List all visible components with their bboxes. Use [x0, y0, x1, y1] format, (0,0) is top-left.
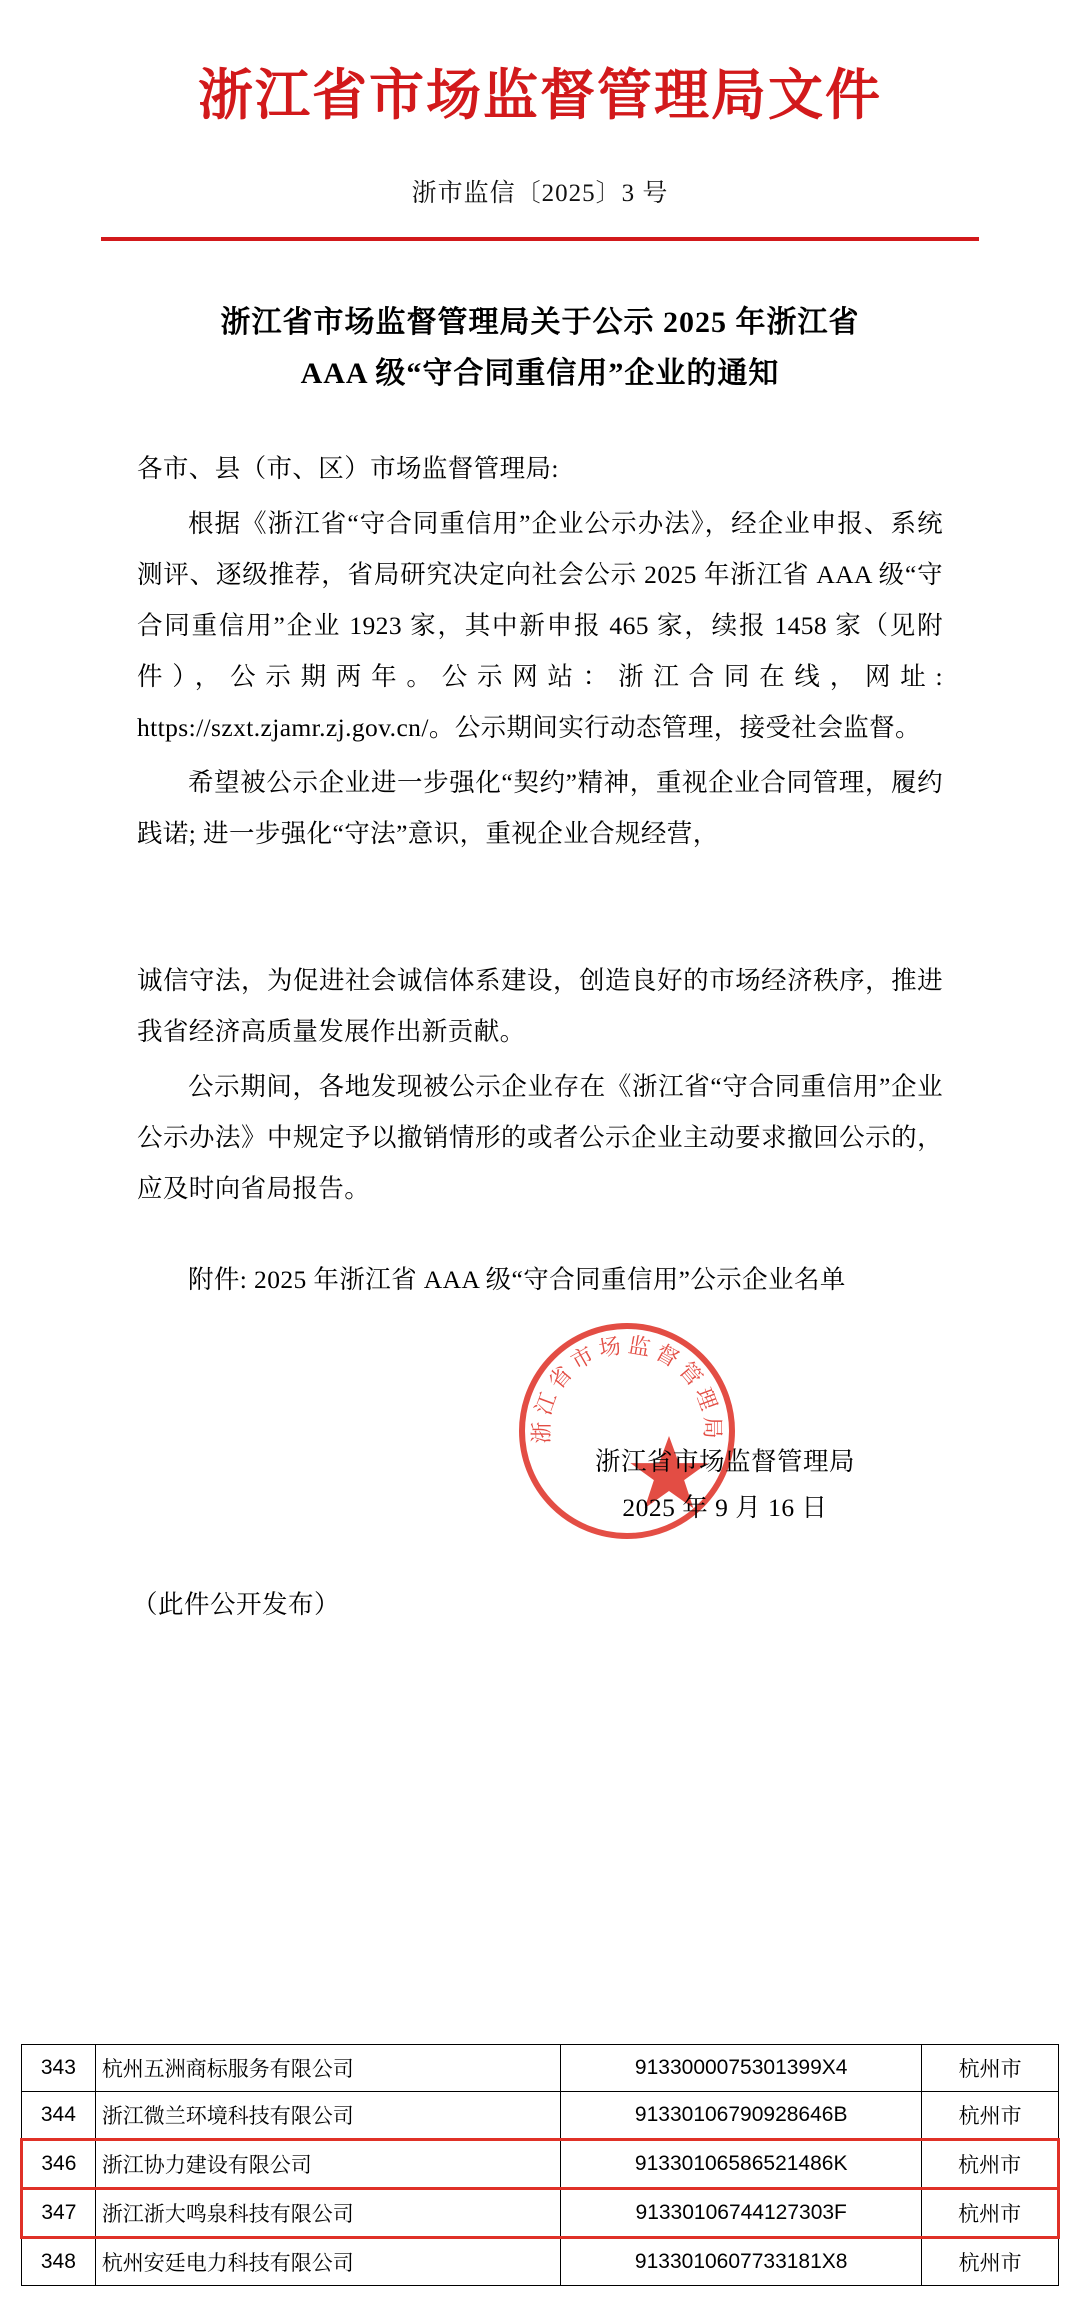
table-row — [22, 2238, 1059, 2286]
body-paragraph-2: 希望被公示企业进一步强化“契约”精神，重视企业合同管理，履约践诺; 进一步强化“守法”意识，重视企业合规经营， — [137, 767, 943, 848]
row-index: 343 — [22, 2045, 96, 2092]
row-index: 346 — [22, 2140, 96, 2189]
row-company-name: 杭州五洲商标服务有限公司 — [95, 2045, 560, 2092]
document-subject — [145, 297, 935, 399]
row-company-name: 杭州安廷电力科技有限公司 — [95, 2238, 560, 2286]
row-company-name: 浙江协力建设有限公司 — [95, 2140, 560, 2189]
table-row — [22, 2092, 1059, 2140]
body-paragraph-4: 公示期间，各地发现被公示企业存在《浙江省“守合同重信用”企业公示办法》中规定予以撤销情形的或者公示企业主动要求撤回公示的，应及时向省局报告。 — [137, 1071, 943, 1203]
row-index: 344 — [22, 2092, 96, 2140]
signature-organization: 浙江省市场监督管理局 — [594, 1446, 855, 1476]
row-company-name: 浙江微兰环境科技有限公司 — [95, 2092, 560, 2140]
public-release-note: （此件公开发布） — [132, 1589, 341, 1619]
company-list-table — [20, 2044, 1060, 2286]
row-credit-code: 91330106790928646B — [561, 2092, 922, 2140]
table-row-highlighted — [22, 2189, 1059, 2238]
header-red-rule — [101, 237, 979, 241]
issuing-organization-title: 浙江省市场监督管理局文件 — [197, 65, 882, 126]
row-city: 杭州市 — [922, 2189, 1059, 2238]
document-subject-line-2: AAA 级“守合同重信用”企业的通知 — [300, 356, 780, 390]
company-list-table-wrap — [0, 2044, 1080, 2286]
document-number: 浙市监信〔2025〕3 号 — [411, 179, 669, 207]
body-paragraph-3: 诚信守法，为促进社会诚信体系建设，创造良好的市场经济秩序，推进我省经济高质量发展作出新贡献。 — [137, 965, 943, 1046]
attachment-line: 附件: 2025 年浙江省 AAA 级“守合同重信用”公示企业名单 — [188, 1264, 846, 1294]
row-credit-code: 9133010607733181X8 — [561, 2238, 922, 2286]
svg-text:浙江省市场监督管理局: 浙江省市场监督管理局 — [528, 1331, 726, 1444]
row-credit-code: 91330106744127303F — [561, 2189, 922, 2238]
row-index: 348 — [22, 2238, 96, 2286]
row-city: 杭州市 — [922, 2238, 1059, 2286]
signature-area — [137, 1321, 943, 1551]
row-city: 杭州市 — [922, 2092, 1059, 2140]
table-row — [22, 2045, 1059, 2092]
signature-date: 2025 年 9 月 16 日 — [622, 1492, 828, 1522]
row-index: 347 — [22, 2189, 96, 2238]
page-break-gap — [137, 863, 943, 955]
row-credit-code: 9133000075301399X4 — [561, 2045, 922, 2092]
company-list-body — [22, 2045, 1059, 2286]
document-body — [137, 443, 943, 1214]
row-credit-code: 91330106586521486K — [561, 2140, 922, 2189]
document-subject-line-1: 浙江省市场监督管理局关于公示 2025 年浙江省 — [220, 305, 860, 339]
row-company-name: 浙江浙大鸣泉科技有限公司 — [95, 2189, 560, 2238]
row-city: 杭州市 — [922, 2140, 1059, 2189]
table-row-highlighted — [22, 2140, 1059, 2189]
document-header — [0, 0, 1080, 241]
signature-block — [595, 1439, 855, 1531]
row-city: 杭州市 — [922, 2045, 1059, 2092]
salutation: 各市、县（市、区）市场监督管理局: — [137, 453, 559, 483]
body-paragraph-1: 根据《浙江省“守合同重信用”企业公示办法》，经企业申报、系统测评、逐级推荐，省局研究决定向社会公示 2025 年浙江省 AAA 级“守合同重信用”企业 1923 家，其中新申报 465 家，续报 1458 家（见附件），公示期两年。公示网站：浙江合同在线，网址: https://szxt.zjamr.zj.gov.cn/。公示期间实行动态管理，接受社会监督。 — [137, 508, 943, 742]
